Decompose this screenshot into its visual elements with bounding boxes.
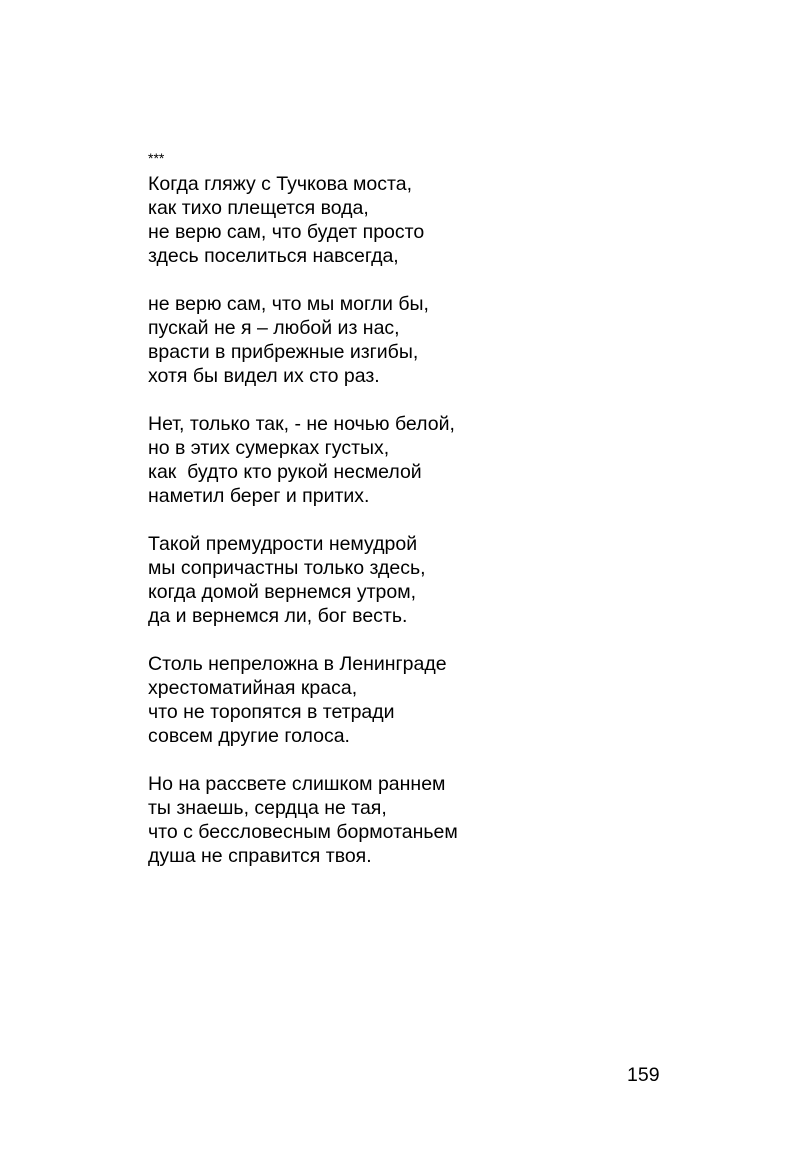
poem-separator: ***	[148, 150, 165, 166]
poem-line: хотя бы видел их сто раз.	[148, 365, 380, 387]
poem-line: Столь непреложна в Ленинграде	[148, 653, 447, 675]
poem-line: как тихо плещется вода,	[148, 197, 369, 219]
poem-line: здесь поселиться навсегда,	[148, 245, 399, 267]
poem-line: Нет, только так, - не ночью белой,	[148, 413, 455, 435]
poem-line: но в этих сумерках густых,	[148, 437, 390, 459]
stanza	[148, 772, 748, 868]
poem-line: мы сопричастны только здесь,	[148, 557, 426, 579]
page-number: 159	[627, 1064, 660, 1086]
poem-line: Когда гляжу с Тучкова моста,	[148, 173, 413, 195]
poem-line: да и вернемся ли, бог весть.	[148, 605, 408, 627]
poem-line: Такой премудрости немудрой	[148, 533, 418, 555]
poem-line: Но на рассвете слишком раннем	[148, 773, 446, 795]
poem-line: ты знаешь, сердца не тая,	[148, 797, 387, 819]
poem-line: душа не справится твоя.	[148, 845, 372, 867]
poem-line: как будто кто рукой несмелой	[148, 461, 422, 483]
poem-line: наметил берег и притих.	[148, 485, 370, 507]
stanza	[148, 532, 748, 628]
poem-line: хрестоматийная краса,	[148, 677, 358, 699]
poem-line: что с бессловесным бормотаньем	[148, 821, 458, 843]
poem-line: совсем другие голоса.	[148, 725, 350, 747]
poem-line: врасти в прибрежные изгибы,	[148, 341, 419, 363]
stanza	[148, 412, 748, 508]
poem	[148, 148, 748, 892]
poem-line: что не торопятся в тетради	[148, 701, 395, 723]
stanza	[148, 172, 748, 268]
stanza	[148, 292, 748, 388]
stanza	[148, 652, 748, 748]
poem-line: когда домой вернемся утром,	[148, 581, 417, 603]
poem-line: пускай не я – любой из нас,	[148, 317, 400, 339]
poem-line: не верю сам, что мы могли бы,	[148, 293, 429, 315]
poem-line: не верю сам, что будет просто	[148, 221, 425, 243]
